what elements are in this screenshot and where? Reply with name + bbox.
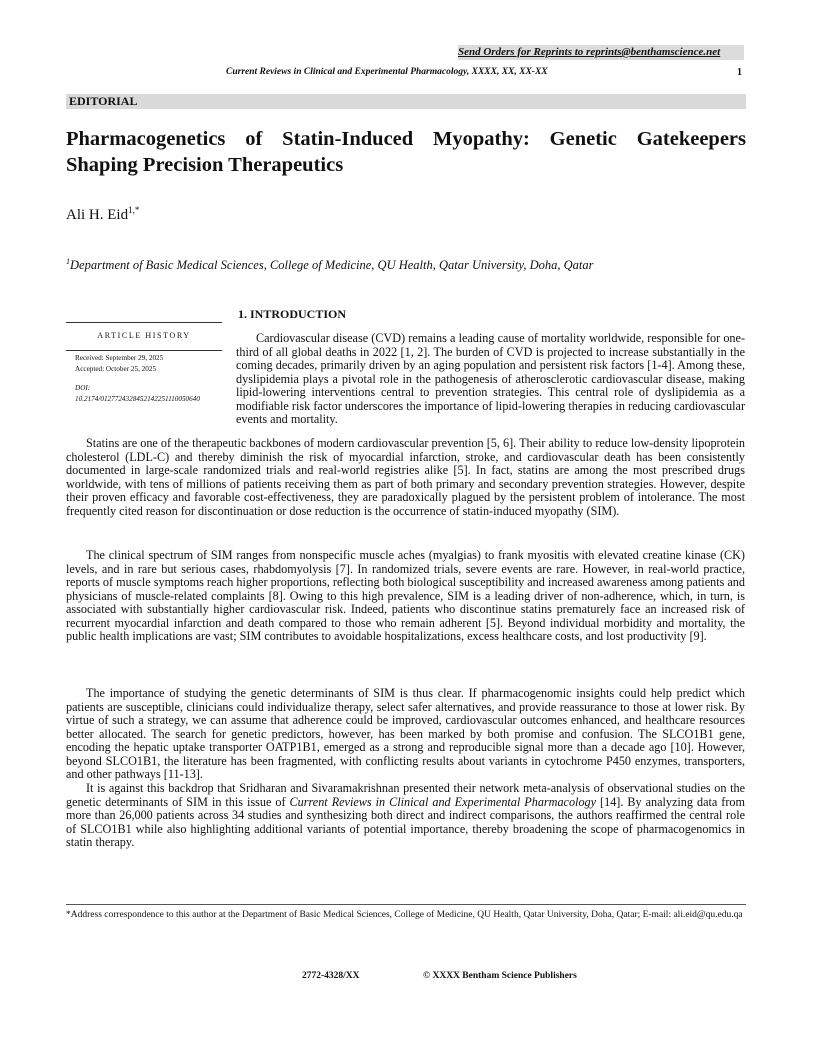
received-date: Received: September 29, 2025 xyxy=(75,354,164,362)
doi-link[interactable]: 10.2174/0127724328452142251110050640 xyxy=(75,395,200,403)
paragraph-5 xyxy=(66,782,745,850)
affiliation-text: Department of Basic Medical Sciences, College of Medicine, QU Health, Qatar University, Doha, Qatar xyxy=(70,258,594,273)
correspondence-footnote: *Address correspondence to this author at the Department of Basic Medical Sciences, College of Medicine, QU Health, Qatar University, Doha, Qatar; E-mail: ali.eid@qu.edu.qa xyxy=(66,910,743,920)
section-label-bar xyxy=(66,94,746,109)
journal-name-italic: Current Reviews in Clinical and Experimental Pharmacology xyxy=(289,794,597,809)
author-marks: 1,* xyxy=(128,205,140,215)
affiliation xyxy=(66,257,594,273)
intro-heading: 1. INTRODUCTION xyxy=(238,307,347,321)
issn: 2772-4328/XX xyxy=(302,971,360,981)
section-label: EDITORIAL xyxy=(69,94,138,108)
article-title: Pharmacogenetics of Statin-Induced Myopathy: Genetic Gatekeepers Shaping Precision Therapeutics xyxy=(66,128,746,176)
doi-label: DOI: xyxy=(75,384,91,392)
paragraph-5-text-b: [14]. By analyzing data from more than 26,000 patients across 34 studies and synthesizing both direct and indirect comparisons, the authors reaffirmed the central role of SLCO1B1 while also highlighting additional variants of potential importance, thereby broadening the scope of pharmacogenomics in statin therapy. xyxy=(66,794,745,850)
paragraph-4: The importance of studying the genetic determinants of SIM is thus clear. If pharmacogenomic insights could help predict which patients are susceptible, clinicians could individualize therapy, select safer alternatives, and provide reassurance to those at lower risk. By virtue of such a strategy, we can assume that adherence could be improved, cardiovascular outcomes enhanced, and healthcare resources better allocated. The search for genetic predictors, however, has been marked by both promise and confusion. The SLCO1B1 gene, encoding the hepatic uptake transporter OATP1B1, emerged as a strong and reproducible signal more than a decade ago [10]. However, beyond SLCO1B1, the literature has been fragmented, with conflicting results about variants in cytochrome P450 enzymes, transporters, and other pathways [11-13]. xyxy=(66,686,745,782)
history-top-rule xyxy=(66,322,222,323)
paragraph-2: Statins are one of the therapeutic backbones of modern cardiovascular prevention [5, 6]. Their ability to reduce low-density lipoprotein cholesterol (LDL-C) and thereby diminish the risk of myocardial infarction, stroke, and cardiovascular death has been consistently documented in large-scale randomized trials and real-world registries alike [5]. In fact, statins are among the most prescribed drugs worldwide, with tens of millions of patients receiving them as part of both primary and secondary prevention strategies. However, despite their proven efficacy and favorable cost-effectiveness, they are paradoxically plagued by the persistent problem of intolerance. The most frequently cited reason for discontinuation or dose reduction is the occurrence of statin-induced myopathy (SIM). xyxy=(66,436,745,518)
paragraph-1: Cardiovascular disease (CVD) remains a leading cause of mortality worldwide, responsible for one-third of all global deaths in 2022 [1, 2]. The burden of CVD is projected to increase substantially in the coming decades, primarily driven by an aging population and persistent risk factors [1-4]. Among these, dyslipidemia plays a pivotal role in the pathogenesis of atherosclerotic cardiovascular disease, making lipid-lowering interventions central to prevention strategies. This central role of dyslipidemia as a modifiable risk factor underscores the importance of lipid-lowering therapies in reducing cardiovascular events and mortality. xyxy=(236,331,745,427)
paragraph-3: The clinical spectrum of SIM ranges from nonspecific muscle aches (myalgias) to frank myositis with elevated creatine kinase (CK) levels, and in rare but serious cases, rhabdomyolysis [7]. In randomized trials, severe events are rare. However, in real-world practice, reports of muscle symptoms reach higher proportions, reflecting both biological susceptibility and increased awareness among patients and physicians of muscle-related complaints [8]. Owing to this high prevalence, SIM is a leading driver of non-adherence, which, in turn, is associated with substantially higher cardiovascular risk. Indeed, patients who discontinue statins prematurely face an increased risk of recurrent myocardial infarction and death compared to those who remain adherent [5]. Beyond individual morbidity and mortality, the public health implications are vast; SIM contributes to avoidable hospitalizations, excess healthcare costs, and lost productivity [9]. xyxy=(66,548,745,644)
publisher-copyright: © XXXX Bentham Science Publishers xyxy=(423,971,577,981)
article-history-heading: ARTICLE HISTORY xyxy=(97,331,191,340)
footnote-rule xyxy=(66,904,746,905)
page-number: 1 xyxy=(737,67,742,78)
paragraph-5-text-a: It is against this backdrop that Sridharan and Sivaramakrishnan presented their network meta-analysis of observational studies on the genetic determinants of SIM in this issue of xyxy=(66,781,745,809)
affiliation-mark: 1 xyxy=(66,257,70,266)
reprints-notice[interactable]: Send Orders for Reprints to reprints@benthamscience.net xyxy=(458,46,721,58)
author-name: Ali H. Eid xyxy=(66,207,129,223)
journal-citation: Current Reviews in Clinical and Experimental Pharmacology, XXXX, XX, XX-XX xyxy=(226,67,548,77)
history-mid-rule xyxy=(66,350,222,351)
author-line xyxy=(66,205,139,224)
accepted-date: Accepted: October 25, 2025 xyxy=(75,365,157,373)
